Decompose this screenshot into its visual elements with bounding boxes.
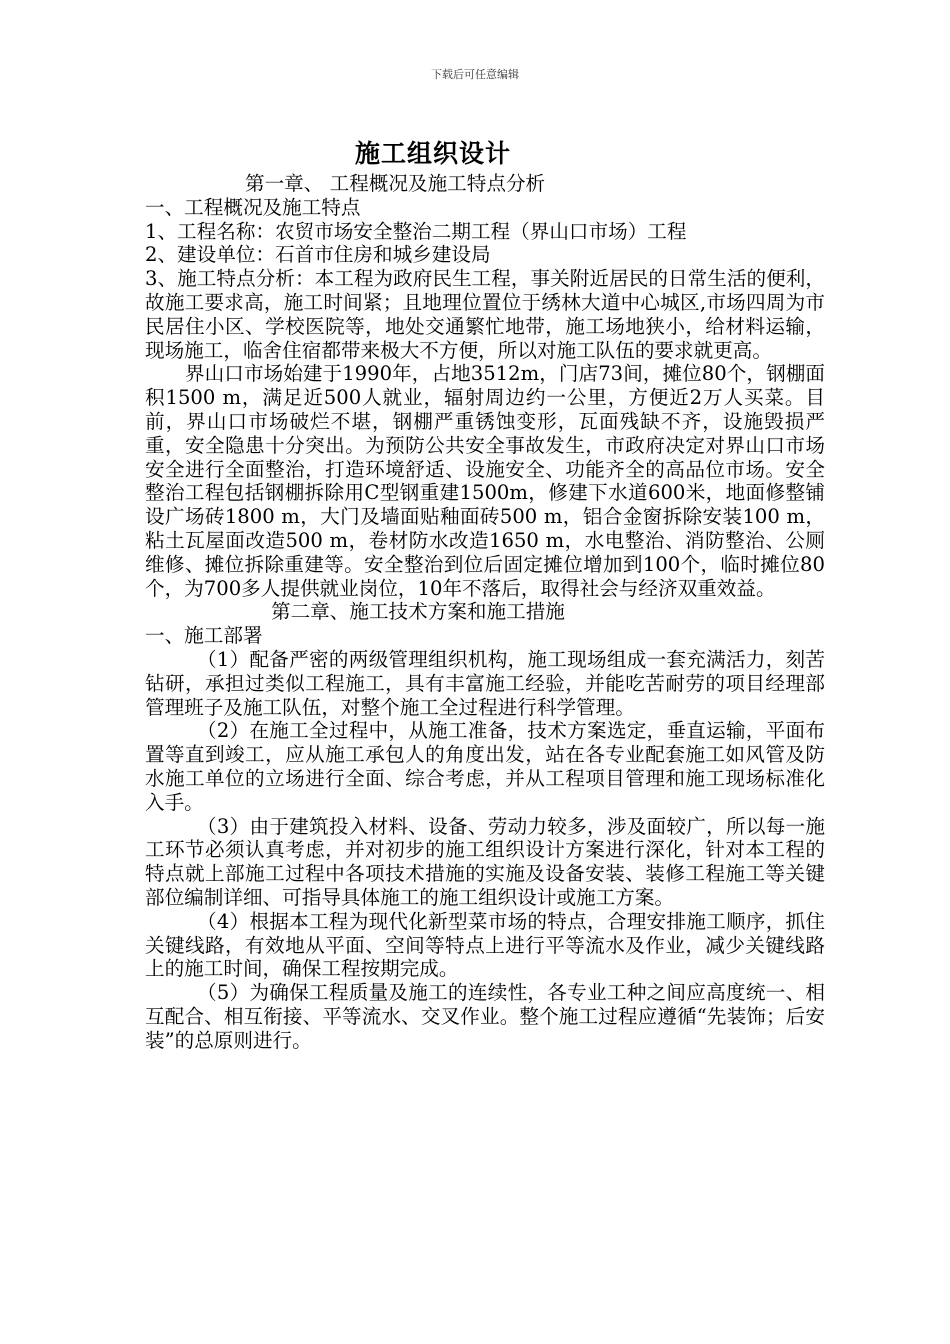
chapter1-heading: 第一章、 工程概况及施工特点分析 bbox=[245, 172, 546, 195]
chapter2-heading: 第二章、施工技术方案和施工措施 bbox=[271, 600, 565, 624]
market-paragraph: 界山口市场始建于1990年，占地3512m，门店73间，摊位80个，钢棚面积1500 m，满足近500人就业，辐射周边约一公里，方便近2万人买菜。目前，界山口市场破烂不堪，钢棚严重锈蚀变形，瓦面残缺不齐，设施毁损严重，安全隐患十分突出。为预防公共安全事故发生，市政府决定对界山口市场安全进行全面整治，打造环境舒适、设施安全、功能齐全的高品位市场。安全整治工程包括钢棚拆除用C型钢重建1500m，修建下水道600米，地面修整铺设广场砖1800 m，大门及墙面贴釉面砖500 m，铝合金窗拆除安装100 m，粘土瓦屋面改造500 m，卷材防水改造1650 m，水电整治、消防整治、公厕维修、摊位拆除重建等。安全整治到位后固定摊位增加到100个，临时摊位80个，为700多人提供就业岗位，10年不落后，取得社会与经济双重效益。 bbox=[145, 362, 825, 600]
deployment-point-1: （1）配备严密的两级管理组织机构，施工现场组成一套充满活力，刻苦钻研，承担过类似工程施工，具有丰富施工经验，并能吃苦耐劳的项目经理部管理班子及施工队伍，对整个施工全过程进行科学管理。 bbox=[145, 647, 825, 719]
deployment-point-2: （2）在施工全过程中，从施工准备，技术方案选定，垂直运输，平面布置等直到竣工，应从施工承包人的角度出发，站在各专业配套施工如风管及防水施工单位的立场进行全面、综合考虑，并从工程项目管理和施工现场标准化入手。 bbox=[145, 719, 825, 814]
document-title: 施工组织设计 bbox=[354, 139, 511, 168]
header-note: 下载后可任意编辑 bbox=[431, 68, 519, 81]
deployment-point-4: （4）根据本工程为现代化新型菜市场的特点，合理安排施工顺序，抓住关键线路，有效地从平面、空间等特点上进行平等流水及作业，减少关键线路上的施工时间，确保工程按期完成。 bbox=[145, 909, 825, 981]
item-project-name: 1、工程名称：农贸市场安全整治二期工程（界山口市场）工程 bbox=[145, 219, 687, 243]
deployment-point-3: （3）由于建筑投入材料、设备、劳动力较多，涉及面较广，所以每一施工环节必须认真考虑，并对初步的施工组织设计方案进行深化，针对本工程的特点就上部施工过程中各项技术措施的实施及设备安装、装修工程施工等关键部位编制详细、可指导具体施工的施工组织设计或施工方案。 bbox=[145, 814, 825, 909]
deployment-point-5: （5）为确保工程质量及施工的连续性，各专业工种之间应高度统一、相互配合、相互衔接、平等流水、交叉作业。整个施工过程应遵循“先装饰；后安装”的总原则进行。 bbox=[145, 981, 825, 1052]
item-construction-unit: 2、建设单位：石首市住房和城乡建设局 bbox=[145, 243, 491, 267]
item-characteristics: 3、施工特点分析：本工程为政府民生工程，事关附近居民的日常生活的便利，故施工要求高，施工时间紧；且地理位置位于绣林大道中心城区,市场四周为市民居住小区、学校医院等，地处交通繁忙地带，施工场地狭小，给材料运输，现场施工，临舍住宿都带来极大不方便，所以对施工队伍的要求就更高。 bbox=[145, 267, 825, 362]
deployment-heading: 一、施工部署 bbox=[145, 624, 263, 648]
section1-heading: 一、工程概况及施工特点 bbox=[145, 195, 361, 219]
document-body bbox=[145, 172, 825, 1052]
